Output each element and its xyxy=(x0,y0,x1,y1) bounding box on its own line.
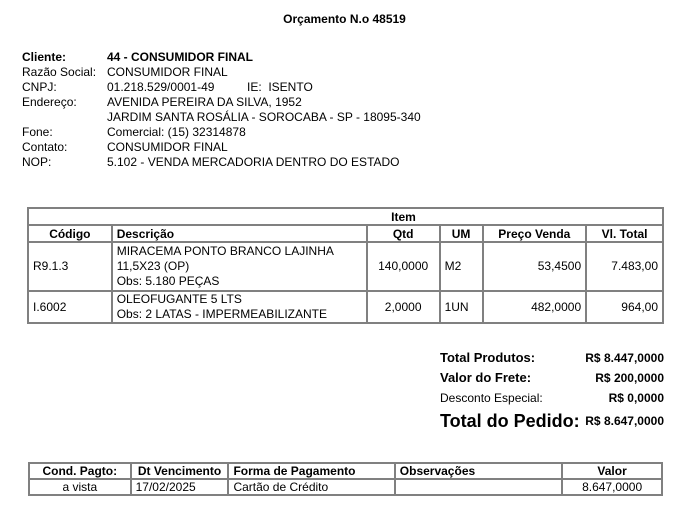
cell-vl-total: 964,00 xyxy=(586,291,663,323)
col-header-um: UM xyxy=(440,225,483,242)
items-header-row xyxy=(28,225,663,242)
cell-cond-pagto: a vista xyxy=(29,479,131,495)
desconto-value: R$ 0,0000 xyxy=(608,391,664,405)
nop-label: NOP: xyxy=(22,155,52,169)
client-row-endereco-2 xyxy=(22,110,421,125)
nop-value: 5.102 - VENDA MERCADORIA DENTRO DO ESTADO xyxy=(107,155,400,169)
total-pedido-row xyxy=(440,408,664,434)
desc-line: OLEOFUGANTE 5 LTS xyxy=(116,292,242,306)
table-row xyxy=(29,479,662,495)
contato-value: CONSUMIDOR FINAL xyxy=(107,140,228,154)
fone-value: Comercial: (15) 32314878 xyxy=(107,125,246,139)
cell-qtd: 140,0000 xyxy=(367,242,440,291)
endereco-line2: JARDIM SANTA ROSÁLIA - SOROCABA - SP - 18095-340 xyxy=(107,110,421,124)
client-row-cliente xyxy=(22,50,421,65)
valor-frete-value: R$ 200,0000 xyxy=(595,371,664,385)
cnpj-label: CNPJ: xyxy=(22,80,57,94)
cell-codigo: R9.1.3 xyxy=(28,242,112,291)
col-header-qtd: Qtd xyxy=(367,225,440,242)
client-row-cnpj xyxy=(22,80,421,95)
desc-line: MIRACEMA PONTO BRANCO LAJINHA xyxy=(116,244,334,258)
cell-descricao xyxy=(112,291,367,323)
client-info xyxy=(22,50,421,170)
desconto-row xyxy=(440,388,664,408)
col-header-vl-total: Vl. Total xyxy=(586,225,663,242)
desconto-label: Desconto Especial: xyxy=(440,391,543,405)
razao-value: CONSUMIDOR FINAL xyxy=(107,65,228,79)
page-title: Orçamento N.o 48519 xyxy=(283,12,406,26)
client-row-endereco xyxy=(22,95,421,110)
valor-frete-label: Valor do Frete: xyxy=(440,370,532,385)
cell-forma-pagamento: Cartão de Crédito xyxy=(228,479,394,495)
endereco-line1: AVENIDA PEREIRA DA SILVA, 1952 xyxy=(107,95,302,109)
col-header-dt-vencimento: Dt Vencimento xyxy=(131,463,229,479)
cnpj-value: 01.218.529/0001-49 xyxy=(107,80,215,94)
total-pedido-label: Total do Pedido: xyxy=(440,411,580,431)
table-row xyxy=(28,242,663,291)
cell-qtd: 2,0000 xyxy=(367,291,440,323)
client-row-nop xyxy=(22,155,421,170)
col-header-forma-pagamento: Forma de Pagamento xyxy=(228,463,394,479)
col-header-descricao: Descrição xyxy=(112,225,367,242)
desc-line: 11,5X23 (OP) xyxy=(116,259,190,273)
valor-frete-row xyxy=(440,368,664,388)
cell-dt-vencimento: 17/02/2025 xyxy=(131,479,229,495)
items-section-header xyxy=(28,208,663,225)
col-header-codigo: Código xyxy=(28,225,112,242)
total-pedido-value: R$ 8.647,0000 xyxy=(585,414,664,428)
contato-label: Contato: xyxy=(22,140,68,154)
payment-header-row xyxy=(29,463,662,479)
desc-obs: Obs: 2 LATAS - IMPERMEABILIZANTE xyxy=(116,307,327,321)
cell-vl-total: 7.483,00 xyxy=(586,242,663,291)
ie-field xyxy=(247,80,313,95)
items-table xyxy=(27,207,664,324)
cell-preco-venda: 53,4500 xyxy=(483,242,587,291)
client-row-contato xyxy=(22,140,421,155)
cell-um: M2 xyxy=(440,242,483,291)
ie-label: IE: xyxy=(247,80,262,94)
desc-obs: Obs: 5.180 PEÇAS xyxy=(116,274,220,288)
table-row xyxy=(28,291,663,323)
col-header-cond-pagto: Cond. Pagto: xyxy=(29,463,131,479)
payment-table xyxy=(28,462,663,496)
ie-value: ISENTO xyxy=(268,80,313,94)
razao-label: Razão Social: xyxy=(22,65,97,79)
cliente-value: 44 - CONSUMIDOR FINAL xyxy=(107,50,254,64)
total-produtos-label: Total Produtos: xyxy=(440,350,536,365)
client-row-fone xyxy=(22,125,421,140)
col-header-observacoes: Observações xyxy=(395,463,562,479)
cell-valor: 8.647,0000 xyxy=(562,479,662,495)
cliente-label: Cliente: xyxy=(22,50,67,64)
cell-observacoes xyxy=(395,479,562,495)
total-produtos-value: R$ 8.447,0000 xyxy=(585,351,664,365)
total-produtos-row xyxy=(440,348,664,368)
cell-codigo: I.6002 xyxy=(28,291,112,323)
endereco-label: Endereço: xyxy=(22,95,77,109)
col-header-valor: Valor xyxy=(562,463,662,479)
cell-preco-venda: 482,0000 xyxy=(483,291,587,323)
cell-descricao xyxy=(112,242,367,291)
col-header-preco-venda: Preço Venda xyxy=(483,225,587,242)
fone-label: Fone: xyxy=(22,125,53,139)
totals-summary xyxy=(440,348,664,434)
client-row-razao xyxy=(22,65,421,80)
cell-um: 1UN xyxy=(440,291,483,323)
items-section-title: Item xyxy=(28,208,663,225)
